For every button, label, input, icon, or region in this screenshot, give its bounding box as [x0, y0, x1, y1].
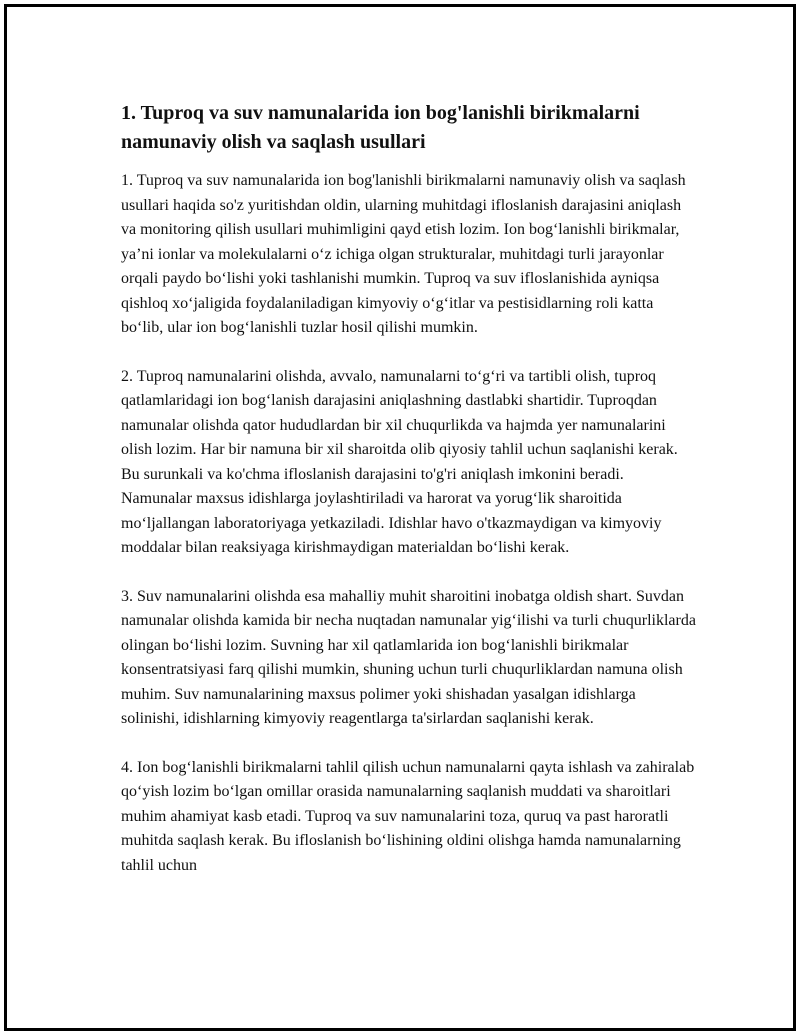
document-body [121, 99, 696, 902]
document-title: 1. Tuproq va suv namunalarida ion bog'lanishli birikmalarni namunaviy olish va saqlash usullari [121, 102, 640, 153]
page-frame [4, 4, 796, 1031]
paragraph-4: 4. Ion bogʻlanishli birikmalarni tahlil qilish uchun namunalarni qayta ishlash va zahiralab qoʻyish lozim boʻlgan omillar orasida namunalarning saqlanish muddati va sharoitlari muhim ahamiyat kasb etadi. Tuproq va suv namunalarini toza, quruq va past haroratli muhitda saqlash kerak. Bu ifloslanish boʻlishining oldini olishga hamda namunalarning tahlil uchun [121, 758, 695, 874]
paragraph-2: 2. Tuproq namunalarini olishda, avvalo, namunalarni toʻgʻri va tartibli olish, tuproq qatlamlaridagi ion bogʻlanish darajasini aniqlashning dastlabki shartidir. Tuproqdan namunalar olishda qator hududlardan bir xil chuqurlikda va hajmda yer namunalarini olish lozim. Har bir namuna bir xil sharoitda olib qiyosiy tahlil uchun saqlanishi kerak. Bu surunkali va ko'chma ifloslanish darajasini to'g'ri aniqlash imkonini beradi. Namunalar maxsus idishlarga joylashtiriladi va harorat va yorug‘lik sharoitida moʻljallangan laboratoriyaga yetkaziladi. Idishlar havo o'tkazmaydigan va kimyoviy moddalar bilan reaksiyaga kirishmaydigan materialdan boʻlishi kerak. [121, 367, 678, 556]
paragraph-1: 1. Tuproq va suv namunalarida ion bog'lanishli birikmalarni namunaviy olish va saqlash usullari haqida so'z yuritishdan oldin, ularning muhitdagi ifloslanish darajasini aniqlash va monitoring qilish usullari muhimligini qayd etish lozim. Ion bogʻlanishli birikmalar, ya’ni ionlar va molekulalarni oʻz ichiga olgan strukturalar, muhitdagi turli jarayonlar orqali paydo boʻlishi yoki tashlanishi mumkin. Tuproq va suv ifloslanishida ayniqsa qishloq xoʻjaligida foydalaniladigan kimyoviy oʻgʻitlar va pestisidlarning roli katta boʻlib, ular ion bogʻlanishli tuzlar hosil qilishi mumkin. [121, 172, 686, 336]
paragraph-3: 3. Suv namunalarini olishda esa mahalliy muhit sharoitini inobatga oldish shart. Suvdan namunalar olishda kamida bir necha nuqtadan namunalar yigʻilishi va turli chuqurliklarda olingan boʻlishi lozim. Suvning har xil qatlamlarida ion bogʻlanishli birikmalar konsentratsiyasi farq qilishi mumkin, shuning uchun turli chuqurliklardan namuna olish muhim. Suv namunalarining maxsus polimer yoki shishadan yasalgan idishlarga solinishi, idishlarning kimyoviy reagentlarga ta'sirlardan saqlanishi kerak. [121, 587, 696, 727]
